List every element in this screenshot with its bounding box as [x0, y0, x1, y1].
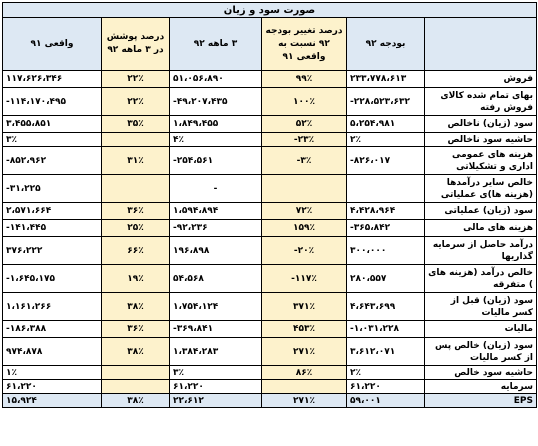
row-label: هزینه های عمومی اداری و تشکیلاتی [425, 147, 537, 175]
cell-actual-91: -۱۸۶،۳۸۸ [3, 321, 102, 338]
cell-change-pct: ۱۰۰٪ [262, 88, 347, 116]
cell-actual-91: ۱٪ [3, 366, 102, 380]
cell-actual-91: ۳،۴۵۵،۸۵۱ [3, 116, 102, 133]
header-q3-92: ۳ ماهه ۹۲ [170, 18, 262, 71]
table-row [3, 338, 537, 366]
cell-budget-92: ۲۸۰،۵۵۷ [347, 265, 425, 293]
table-row [3, 116, 537, 133]
row-label: EPS [425, 394, 537, 408]
cell-budget-92: -۳۶۵،۸۴۲ [347, 220, 425, 237]
table-row [3, 321, 537, 338]
cell-budget-92: ۵۹،۰۰۱ [347, 394, 425, 408]
row-label: بهای تمام شده کالای فروش رفته [425, 88, 537, 116]
cell-change-pct: ۴۵۳٪ [262, 321, 347, 338]
cell-change-pct: ۲۷۱٪ [262, 338, 347, 366]
cell-budget-92: ۲٪ [347, 133, 425, 147]
cell-change-pct: ۱۵۹٪ [262, 220, 347, 237]
table-row [3, 71, 537, 88]
table-row [3, 147, 537, 175]
row-label: سود (زیان) عملیاتی [425, 203, 537, 220]
row-label: سود (زیان) ناخالص [425, 116, 537, 133]
income-statement [2, 2, 536, 444]
cell-q3-92: -۴۹،۲۰۷،۴۳۵ [170, 88, 262, 116]
cell-budget-92: ۶۱،۲۲۰ [347, 380, 425, 394]
cell-budget-92: ۵،۲۵۴،۹۸۱ [347, 116, 425, 133]
cell-coverage-pct: ۲۵٪ [102, 220, 170, 237]
cell-coverage-pct: ۳۱٪ [102, 147, 170, 175]
cell-coverage-pct: ۳۸٪ [102, 394, 170, 408]
row-label: خالص سایر درآمدها (هزینه ها)ی عملیاتی [425, 175, 537, 203]
row-label: سود (زیان) خالص پس از کسر مالیات [425, 338, 537, 366]
cell-coverage-pct [102, 175, 170, 203]
cell-budget-92: -۲۲۸،۵۲۳،۶۳۲ [347, 88, 425, 116]
cell-change-pct: ۸۶٪ [262, 366, 347, 380]
table-row [3, 220, 537, 237]
header-row-label [425, 18, 537, 71]
row-label: خالص درآمد (هزینه های ) متفرقه [425, 265, 537, 293]
table-row [3, 133, 537, 147]
cell-budget-92: ۳،۶۱۲،۰۷۱ [347, 338, 425, 366]
cell-q3-92: ۵۴،۵۶۸ [170, 265, 262, 293]
cell-change-pct: -۲۳٪ [262, 133, 347, 147]
cell-q3-92: -۹۲،۲۳۶ [170, 220, 262, 237]
cell-change-pct: -۳٪ [262, 147, 347, 175]
cell-actual-91: -۳۱،۲۲۵ [3, 175, 102, 203]
row-label: حاشیه سود خالص [425, 366, 537, 380]
cell-budget-92: ۲۳۳،۷۷۸،۶۱۳ [347, 71, 425, 88]
header-coverage-pct: درصد پوشش در ۳ ماهه ۹۲ [102, 18, 170, 71]
cell-q3-92: ۶۱،۲۲۰ [170, 380, 262, 394]
cell-budget-92: ۳۰۰،۰۰۰ [347, 237, 425, 265]
table-row [3, 175, 537, 203]
cell-coverage-pct: ۲۲٪ [102, 88, 170, 116]
table-row [3, 380, 537, 394]
cell-change-pct: ۷۲٪ [262, 203, 347, 220]
cell-actual-91: -۱۱۴،۱۷۰،۴۹۵ [3, 88, 102, 116]
cell-change-pct: ۹۹٪ [262, 71, 347, 88]
cell-budget-92: ۲٪ [347, 366, 425, 380]
cell-actual-91: ۱،۱۶۱،۲۶۶ [3, 293, 102, 321]
cell-coverage-pct: ۲۲٪ [102, 71, 170, 88]
cell-actual-91: ۱۵،۹۲۴ [3, 394, 102, 408]
cell-q3-92: ۱۹۶،۸۹۸ [170, 237, 262, 265]
cell-coverage-pct: ۳۸٪ [102, 338, 170, 366]
cell-change-pct [262, 380, 347, 394]
cell-budget-92: ۴،۴۲۸،۹۶۴ [347, 203, 425, 220]
table-title: صورت سود و زیان [3, 3, 537, 18]
table-row [3, 265, 537, 293]
cell-coverage-pct: ۳۵٪ [102, 116, 170, 133]
header-budget-92: بودجه ۹۲ [347, 18, 425, 71]
cell-coverage-pct: ۶۶٪ [102, 237, 170, 265]
cell-budget-92: ۴،۶۴۳،۶۹۹ [347, 293, 425, 321]
cell-coverage-pct [102, 380, 170, 394]
cell-actual-91: ۹۷۴،۸۷۸ [3, 338, 102, 366]
income-statement-table [2, 2, 537, 408]
cell-q3-92: ۲۲،۶۱۲ [170, 394, 262, 408]
row-label: درآمد حاصل از سرمایه گذاریها [425, 237, 537, 265]
cell-actual-91: ۳۷۶،۲۲۲ [3, 237, 102, 265]
cell-budget-92: -۱،۰۳۱،۲۲۸ [347, 321, 425, 338]
cell-budget-92 [347, 175, 425, 203]
cell-coverage-pct: ۳۶٪ [102, 321, 170, 338]
cell-coverage-pct: ۱۹٪ [102, 265, 170, 293]
cell-budget-92: -۸۲۶،۰۱۷ [347, 147, 425, 175]
table-body [3, 71, 537, 408]
cell-q3-92: ۳٪ [170, 366, 262, 380]
row-label: سرمایه [425, 380, 537, 394]
table-row [3, 88, 537, 116]
header-change-pct: درصد تغییر بودجه ۹۲ نسبت به واقعی ۹۱ [262, 18, 347, 71]
cell-q3-92: ۱،۳۸۴،۲۸۳ [170, 338, 262, 366]
table-row [3, 366, 537, 380]
cell-change-pct: ۲۷۱٪ [262, 394, 347, 408]
cell-q3-92: ۱،۵۹۴،۸۹۴ [170, 203, 262, 220]
cell-change-pct: ۳۷۱٪ [262, 293, 347, 321]
cell-q3-92: ۱،۷۵۴،۱۲۴ [170, 293, 262, 321]
cell-actual-91: ۶۱،۲۲۰ [3, 380, 102, 394]
table-row [3, 293, 537, 321]
row-label: فروش [425, 71, 537, 88]
cell-actual-91: -۱۴۱،۴۴۵ [3, 220, 102, 237]
cell-q3-92: ۵۱،۰۵۶،۸۹۰ [170, 71, 262, 88]
cell-q3-92: -۲۵۴،۵۶۱ [170, 147, 262, 175]
cell-change-pct: ۵۲٪ [262, 116, 347, 133]
cell-change-pct: -۲۰٪ [262, 237, 347, 265]
cell-actual-91: ۲،۵۷۱،۶۶۴ [3, 203, 102, 220]
row-label: مالیات [425, 321, 537, 338]
cell-q3-92: ۴٪ [170, 133, 262, 147]
cell-coverage-pct: ۳۸٪ [102, 293, 170, 321]
cell-q3-92: ۱،۸۴۹،۴۵۵ [170, 116, 262, 133]
cell-coverage-pct [102, 133, 170, 147]
cell-actual-91: -۱،۶۴۵،۱۷۵ [3, 265, 102, 293]
cell-coverage-pct [102, 366, 170, 380]
cell-actual-91: -۸۵۲،۹۶۲ [3, 147, 102, 175]
cell-q3-92: -۳۶۹،۸۴۱ [170, 321, 262, 338]
cell-change-pct: -۱۱۷٪ [262, 265, 347, 293]
cell-actual-91: ۱۱۷،۶۲۶،۳۴۶ [3, 71, 102, 88]
cell-actual-91: ۳٪ [3, 133, 102, 147]
row-label: حاشیه سود ناخالص [425, 133, 537, 147]
table-row [3, 237, 537, 265]
header-actual-91: واقعی ۹۱ [3, 18, 102, 71]
table-row [3, 203, 537, 220]
cell-q3-92: - [170, 175, 262, 203]
row-label: هزینه های مالی [425, 220, 537, 237]
cell-coverage-pct: ۳۶٪ [102, 203, 170, 220]
row-label: سود (زیان) قبل از کسر مالیات [425, 293, 537, 321]
cell-change-pct [262, 175, 347, 203]
table-row [3, 394, 537, 408]
